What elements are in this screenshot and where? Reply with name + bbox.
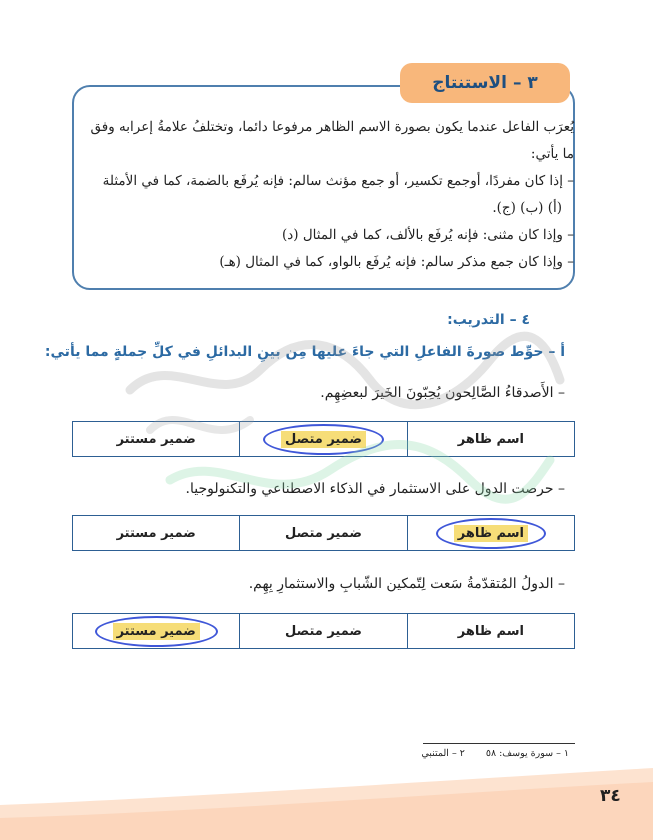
training-question: أ – حوِّط صورةَ الفاعلِ التي جاءَ عليها مِن بينِ البدائلِ في كلِّ جملةٍ مما يأتي:: [44, 344, 565, 360]
exercise-sentence-3: – الدولُ المُتقدّمةُ سَعت لِتّمكين الشّبابِ والاستثمارِ بِهِم.: [248, 576, 565, 592]
page-number: ٣٤: [600, 786, 621, 806]
conclusion-header: [400, 63, 570, 103]
training-title: ٤ – التدريب:: [447, 312, 530, 328]
page-wave-decoration: [0, 760, 653, 840]
option-hidden-pronoun[interactable]: ضمير مستتر: [116, 431, 196, 447]
choice-table-2: [72, 515, 575, 551]
conclusion-line: ما يأتي:: [530, 146, 574, 162]
option-explicit-noun[interactable]: اسم ظاهر: [407, 614, 574, 648]
option-hidden-pronoun[interactable]: ضمير مستتر: [116, 525, 196, 541]
conclusion-line: يُعرَب الفاعل عندما يكون بصورة الاسم الظاهر مرفوعا دائما، وتختلفُ علامةُ إعرابه وفق: [90, 119, 574, 135]
conclusion-line: – وإذا كان مثنى: فإنه يُرفَع بالألف، كما في المثال (د): [281, 227, 574, 243]
option-attached-pronoun[interactable]: ضمير متصل: [239, 614, 406, 648]
conclusion-title: الاستنتاج: [432, 73, 507, 93]
choice-table-3: [72, 613, 575, 649]
conclusion-number: ٣ –: [512, 73, 538, 93]
option-explicit-noun-selected[interactable]: اسم ظاهر: [407, 516, 574, 550]
footnote-1: ١ – سورة يوسف: ٥٨: [485, 748, 569, 759]
footnotes: [421, 748, 569, 759]
footnote-divider: [423, 743, 575, 744]
option-attached-pronoun[interactable]: ضمير متصل: [239, 516, 406, 550]
option-attached-pronoun-selected[interactable]: ضمير متصل: [239, 422, 406, 456]
option-explicit-noun[interactable]: اسم ظاهر: [407, 422, 574, 456]
conclusion-line: – وإذا كان جمع مذكر سالم: فإنه يُرفَع بالواو، كما في المثال (هـ): [219, 254, 574, 270]
conclusion-line: – إذا كان مفردًا، أوجمع تكسير، أو جمع مؤنث سالم: فإنه يُرفَع بالضمة، كما في الأمثلة: [102, 173, 574, 189]
choice-table-1: [72, 421, 575, 457]
option-hidden-pronoun-selected[interactable]: ضمير مستتر: [73, 614, 239, 648]
exercise-sentence-1: – الأَصدقاءُ الصَّالِحون يُحِبّونَ الخَيرَ لبعضِهِم.: [320, 385, 565, 401]
footnote-2: ٢ – المتنبي: [421, 748, 465, 759]
exercise-sentence-2: – حرصت الدول على الاستثمار في الذكاء الاصطناعي والتكنولوجيا.: [185, 481, 565, 497]
conclusion-line: (أ) (ب) (ج).: [492, 200, 562, 216]
conclusion-text: [84, 114, 574, 276]
